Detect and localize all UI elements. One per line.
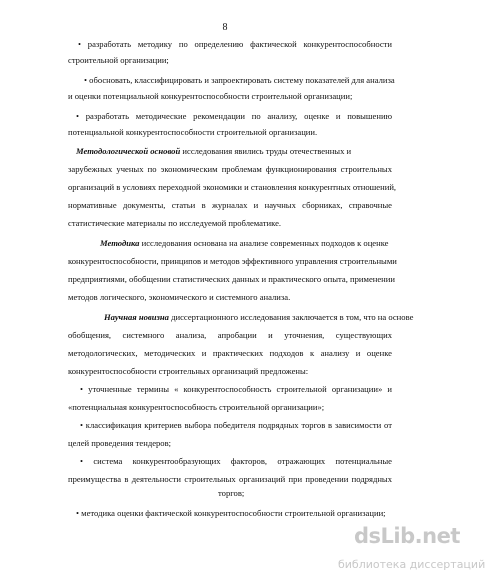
text-line: конкурентоспособности, принципов и методов эффективного управления строительными [68,256,397,266]
text-line: обобщения, системного анализа, апробации и уточнения, существующих [68,330,392,340]
lead-term-methodological-basis: Методологической основой [76,146,181,156]
text-line: нормативные документы, статьи в журналах и научных сборниках, справочные [68,200,392,210]
text-line: конкурентоспособности строительных организаций предложены: [68,366,309,376]
lead-term-novelty: Научная новизна [104,312,169,322]
text-line: исследования основана на анализе современных подходов к оценке [141,238,389,248]
text-line: • методика оценки фактической конкурентоспособности строительной организации; [76,508,386,518]
text-line: исследования явились труды отечественных и [182,146,352,156]
text-line: • классификация критериев выбора победителя подрядных торгов в зависимости от [80,420,392,430]
text-line: потенциальной конкурентоспособности строительной организации. [68,127,318,137]
text-line: «потенциальная конкурентоспособность строительной организации»; [68,402,325,412]
text-line: • разработать методику по определению фактической конкурентоспособности [78,39,392,49]
text-line: преимущества в деятельности строительных организаций при проведении подрядных [68,474,392,484]
text-line: методологических, методических и практических подходов к анализу и оценке [68,348,392,358]
text-line: и оценки потенциальной конкурентоспособности строительной организации; [68,91,353,101]
paragraph-first-line [100,238,392,249]
text-line: • разработать методические рекомендации по анализу, оценке и повышению [76,111,392,121]
page-number: 8 [222,22,228,33]
watermark-logo: dsLib.net [354,524,460,548]
text-line: статистические материалы по исследуемой проблематике. [68,218,282,228]
text-line: предприятиями, обобщении статистических данных и практического опыта, применении [68,274,395,284]
text-line: • система конкурентообразующих факторов, отражающих потенциальные [80,456,392,466]
text-line: • обосновать, классифицировать и запроектировать систему показателей для анализа [84,75,395,85]
paragraph-first-line [76,146,392,157]
lead-term-methodology: Методика [100,238,140,248]
text-line: строительной организации; [68,55,169,65]
text-line: методов логического, экономического и системного анализа. [68,292,291,302]
text-line: торгов; [218,488,245,498]
text-line: организаций в условиях переходной экономики и становления конкурентных отношений, [68,182,397,192]
text-line: диссертационного исследования заключается в том, что на основе [171,312,414,322]
watermark-caption: библиотека диссертаций [338,558,485,571]
site-watermark [338,524,485,580]
text-line: целей проведения тендеров; [68,438,172,448]
paragraph-first-line [104,312,414,323]
text-line: зарубежных ученых по экономическим проблемам функционирования строительных [68,164,392,174]
text-line: • уточненные термины « конкурентоспособность строительной организации» и [80,384,392,394]
